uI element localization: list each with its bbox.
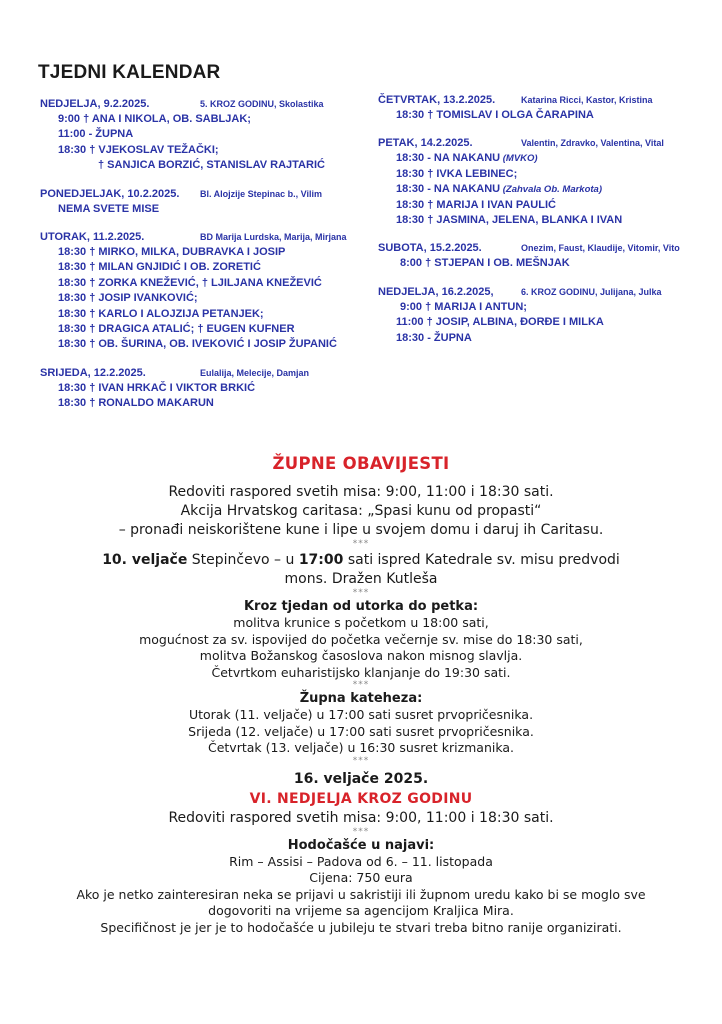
day-header <box>40 367 370 381</box>
mass-entry <box>378 151 708 166</box>
parish-notices <box>30 454 692 936</box>
catechesis-lines <box>30 707 692 757</box>
day-saints: Eulalija, Melecije, Damjan <box>200 367 310 378</box>
day-header <box>378 242 708 256</box>
mass-entry <box>40 307 370 322</box>
mass-entry-text: 18:30 † IVKA LEBINEC; <box>396 167 518 180</box>
caritas-line-1: Akcija Hrvatskog caritasa: „Spasi kunu od propasti“ <box>180 503 542 519</box>
mass-entry-text: 18:30 - NA NAKANU <box>396 152 501 165</box>
mass-entry <box>40 337 370 352</box>
day-name: SRIJEDA, 12.2.2025. <box>40 366 146 379</box>
separator: *** <box>352 826 370 837</box>
mass-entry-note: (MVKO) <box>500 153 538 165</box>
day-saints: BD Marija Lurdska, Marija, Mirjana <box>200 232 347 243</box>
calendar-right-column <box>378 94 708 360</box>
caritas-line-2: – pronađi neiskorištene kune i lipe u svojem domu i daruj ih Caritasu. <box>118 522 604 538</box>
day-block <box>378 94 708 123</box>
pilgrimage-heading: Hodočašće u najavi: <box>287 837 435 853</box>
day-saints: Valentin, Zdravko, Valentina, Vital <box>521 138 664 149</box>
week-line: mogućnost za sv. ispovijed do početka večernje sv. mise do 18:30 sati, <box>139 631 583 647</box>
day-header <box>378 286 708 300</box>
mass-entry-text: 18:30 † KARLO I ALOJZIJA PETANJEK; <box>58 307 264 320</box>
stepinac-time: 17:00 <box>298 552 344 568</box>
mass-entry-text: 18:30 - ŽUPNA <box>396 331 472 344</box>
mass-entry <box>378 108 708 123</box>
mass-entry-text: 18:30 † MARIJA I IVAN PAULIĆ <box>396 198 556 211</box>
mass-entry <box>378 331 708 346</box>
pilgrimage-line: Rim – Assisi – Padova od 6. – 11. listopada <box>229 853 493 869</box>
week-lines <box>30 615 692 681</box>
mass-entry-text: 11:00 - ŽUPNA <box>58 128 134 141</box>
mass-entry-text: 18:30 † DRAGICA ATALIĆ; † EUGEN KUFNER <box>58 323 295 336</box>
sunday-title: VI. NEDJELJA KROZ GODINU <box>249 790 473 807</box>
week-line: molitva Božanskog časoslova nakon misnog slavlja. <box>199 648 523 663</box>
mass-entry <box>378 213 708 228</box>
mass-entry-text: 18:30 † VJEKOSLAV TEŽAČKI; <box>58 143 219 156</box>
mass-entry-text: 18:30 † OB. ŠURINA, OB. IVEKOVIĆ I JOSIP ŽUPANIĆ <box>58 338 337 351</box>
day-block <box>378 286 708 346</box>
mass-entry-note: (Zahvala Ob. Markota) <box>500 184 602 196</box>
mass-entry-text: 18:30 † JASMINA, JELENA, BLANKA I IVAN <box>396 214 623 227</box>
day-header <box>40 188 370 202</box>
day-header <box>40 98 370 112</box>
mass-schedule-line: Redoviti raspored svetih misa: 9:00, 11:00 i 18:30 sati. <box>168 484 554 500</box>
day-name: ČETVRTAK, 13.2.2025. <box>378 94 496 106</box>
calendar-left-column <box>40 98 370 426</box>
mass-entry <box>378 198 708 213</box>
day-block <box>378 242 708 271</box>
mass-entry <box>378 300 708 315</box>
day-block <box>378 137 708 228</box>
day-block <box>40 98 370 174</box>
mass-entry <box>40 322 370 337</box>
stepinac-rest: sati ispred Katedrale sv. misu predvodi <box>343 552 620 568</box>
day-header <box>378 137 708 151</box>
catechesis-line: Srijeda (12. veljače) u 17:00 sati susret prvopričesnika. <box>188 723 534 739</box>
mass-entry <box>40 127 370 142</box>
mass-entry <box>378 182 708 197</box>
day-block <box>40 367 370 412</box>
mass-entry <box>40 276 370 291</box>
mass-entry <box>40 202 370 217</box>
mass-entry <box>40 291 370 306</box>
week-line: Četvrtkom euharistijsko klanjanje do 19:30 sati. <box>211 664 511 680</box>
day-header <box>40 231 370 245</box>
day-name: NEDJELJA, 16.2.2025, <box>378 285 494 298</box>
mass-entry-text: 18:30 † ZORKA KNEŽEVIĆ, † LJILJANA KNEŽEVIĆ <box>58 276 322 289</box>
day-name: NEDJELJA, 9.2.2025. <box>40 98 150 110</box>
mass-entry <box>40 381 370 396</box>
week-heading: Kroz tjedan od utorka do petka: <box>243 599 479 614</box>
mass-entry <box>40 245 370 260</box>
mass-entry <box>40 143 370 158</box>
mass-schedule-line-2: Redoviti raspored svetih misa: 9:00, 11:00 i 18:30 sati. <box>168 809 554 826</box>
pilgrimage-line: Cijena: 750 eura <box>309 870 413 885</box>
day-saints: 6. KROZ GODINU, Julijana, Julka <box>521 286 662 297</box>
mass-entry <box>378 167 708 182</box>
pilgrimage-line: Specifičnost je jer je to hodočašće u jubileju te stvari treba bitno ranije organizirati. <box>100 919 622 935</box>
mass-entry <box>40 158 370 173</box>
mass-entry <box>40 396 370 411</box>
mass-entry-text: 9:00 † MARIJA I ANTUN; <box>400 300 527 313</box>
mass-entry-text: 18:30 - NA NAKANU <box>396 183 501 196</box>
mass-entry-text: 18:30 † MIRKO, MILKA, DUBRAVKA I JOSIP <box>58 246 286 259</box>
mass-entry-text: 18:30 † MILAN GNJIDIĆ I OB. ZORETIĆ <box>58 261 261 274</box>
calendar-title: TJEDNI KALENDAR <box>38 62 221 83</box>
catechesis-line: Četvrtak (13. veljače) u 16:30 susret krizmanika. <box>207 740 515 755</box>
day-saints: Onezim, Faust, Klaudije, Vitomir, Vito <box>521 243 680 254</box>
day-saints: Bl. Alojzije Stepinac b., Vilim <box>200 188 323 199</box>
stepinac-mid: Stepinčevo – u <box>187 552 299 568</box>
mass-entry-text: 18:30 † RONALDO MAKARUN <box>58 397 214 410</box>
catechesis-line: Utorak (11. veljače) u 17:00 sati susret prvopričesnika. <box>188 707 534 722</box>
mass-entry <box>40 112 370 127</box>
day-block <box>40 231 370 353</box>
stepinac-line-2: mons. Dražen Kutleša <box>284 571 438 587</box>
pilgrimage-line: Ako je netko zainteresiran neka se prijavi u sakristiji ili župnom uredu kako bi se moglo sve <box>76 886 646 902</box>
catechesis-heading: Župna kateheza: <box>299 691 423 706</box>
mass-entry <box>378 315 708 330</box>
day-saints: Katarina Ricci, Kastor, Kristina <box>521 95 653 105</box>
mass-entry <box>378 256 708 271</box>
day-header <box>378 94 708 108</box>
pilgrimage-line: dogovoriti na vrijeme sa agencijom Kraljica Mira. <box>208 903 514 918</box>
mass-entry-text: † SANJICA BORZIĆ, STANISLAV RAJTARIĆ <box>98 159 325 172</box>
stepinac-date: 10. veljače <box>102 552 188 568</box>
day-name: UTORAK, 11.2.2025. <box>40 231 145 244</box>
week-line: molitva krunice s početkom u 18:00 sati, <box>233 615 489 630</box>
separator: *** <box>352 755 370 766</box>
mass-entry-text: 18:30 † TOMISLAV I OLGA ČARAPINA <box>396 109 594 121</box>
mass-entry-text: 8:00 † STJEPAN I OB. MEŠNJAK <box>400 257 570 270</box>
day-saints: 5. KROZ GODINU, Skolastika <box>200 99 324 109</box>
separator: *** <box>352 588 370 598</box>
mass-entry <box>40 260 370 275</box>
day-name: PONEDJELJAK, 10.2.2025. <box>40 187 180 200</box>
day-name: SUBOTA, 15.2.2025. <box>378 242 482 255</box>
separator: *** <box>352 539 370 549</box>
pilgrimage-lines <box>30 854 692 937</box>
mass-entry-text: 18:30 † JOSIP IVANKOVIĆ; <box>58 292 198 305</box>
mass-entry-text: 18:30 † IVAN HRKAČ I VIKTOR BRKIĆ <box>58 381 256 394</box>
separator: *** <box>352 680 370 690</box>
stepinac-line <box>30 551 692 570</box>
mass-entry-text: NEMA SVETE MISE <box>58 202 160 215</box>
mass-entry-text: 11:00 † JOSIP, ALBINA, ĐORĐE I MILKA <box>396 316 604 329</box>
mass-entry-text: 9:00 † ANA I NIKOLA, OB. SABLJAK; <box>58 113 251 125</box>
day-name: PETAK, 14.2.2025. <box>378 137 473 150</box>
day-block <box>40 188 370 217</box>
notices-title: ŽUPNE OBAVIJESTI <box>272 454 450 473</box>
date-heading: 16. veljače 2025. <box>293 770 429 787</box>
